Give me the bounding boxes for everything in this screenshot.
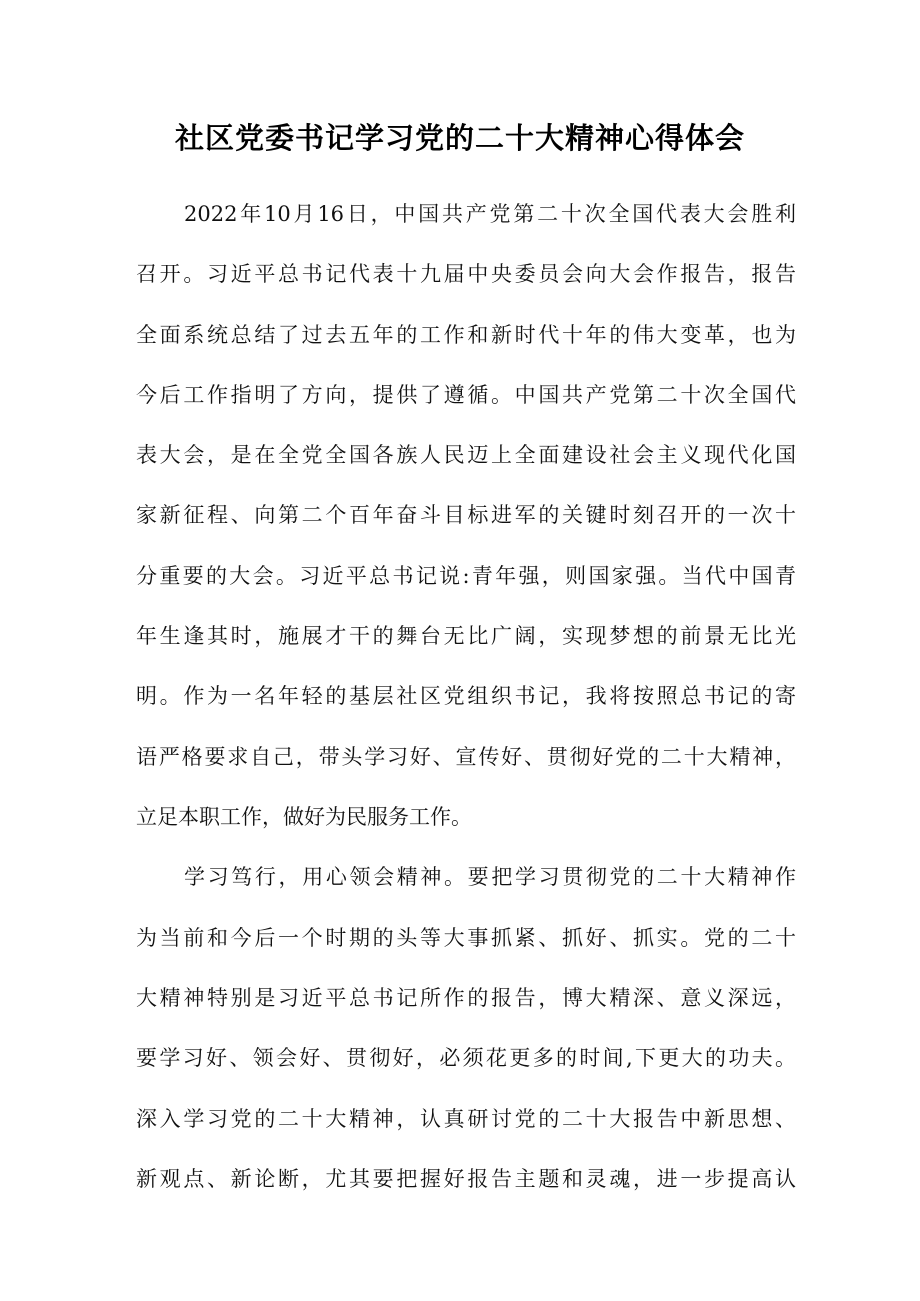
paragraph-1-line-9: 明。作为一名年轻的基层社区党组织书记，我将按照总书记的寄: [136, 684, 796, 708]
paragraph-1-line-5: 表大会，是在全党全国各族人民迈上全面建设社会主义现代化国: [136, 443, 796, 467]
paragraph-2-line-1: 学习笃行，用心领会精神。要把学习贯彻党的二十大精神作: [184, 865, 796, 889]
paragraph-2-line-6: 新观点、新论断，尤其要把握好报告主题和灵魂，进一步提高认: [136, 1167, 796, 1191]
paragraph-1-line-11: 立足本职工作，做好为民服务工作。: [136, 805, 472, 829]
paragraph-2-line-3: 大精神特别是习近平总书记所作的报告，博大精深、意义深远，: [136, 986, 796, 1010]
paragraph-1-line-6: 家新征程、向第二个百年奋斗目标进军的关键时刻召开的一次十: [136, 503, 796, 527]
paragraph-2-line-4: 要学习好、领会好、贯彻好，必须花更多的时间,下更大的功夫。: [136, 1046, 796, 1070]
paragraph-1-line-10: 语严格要求自己，带头学习好、宣传好、贯彻好党的二十大精神，: [136, 745, 796, 769]
paragraph-2-line-2: 为当前和今后一个时期的头等大事抓紧、抓好、抓实。党的二十: [136, 926, 796, 950]
paragraph-1-line-1: 2022年10月16日，中国共产党第二十次全国代表大会胜利: [184, 202, 796, 226]
page-title: 社区党委书记学习党的二十大精神心得体会: [174, 121, 745, 155]
paragraph-1-line-2: 召开。习近平总书记代表十九届中央委员会向大会作报告，报告: [136, 262, 796, 286]
paragraph-1-line-4: 今后工作指明了方向，提供了遵循。中国共产党第二十次全国代: [136, 383, 796, 407]
paragraph-1-line-7: 分重要的大会。习近平总书记说:青年强，则国家强。当代中国青: [136, 564, 796, 588]
paragraph-1-line-8: 年生逢其时，施展才干的舞台无比广阔，实现梦想的前景无比光: [136, 624, 796, 648]
paragraph-2-line-5: 深入学习党的二十大精神，认真研讨党的二十大报告中新思想、: [136, 1107, 796, 1131]
paragraph-1-line-3: 全面系统总结了过去五年的工作和新时代十年的伟大变革，也为: [136, 323, 796, 347]
